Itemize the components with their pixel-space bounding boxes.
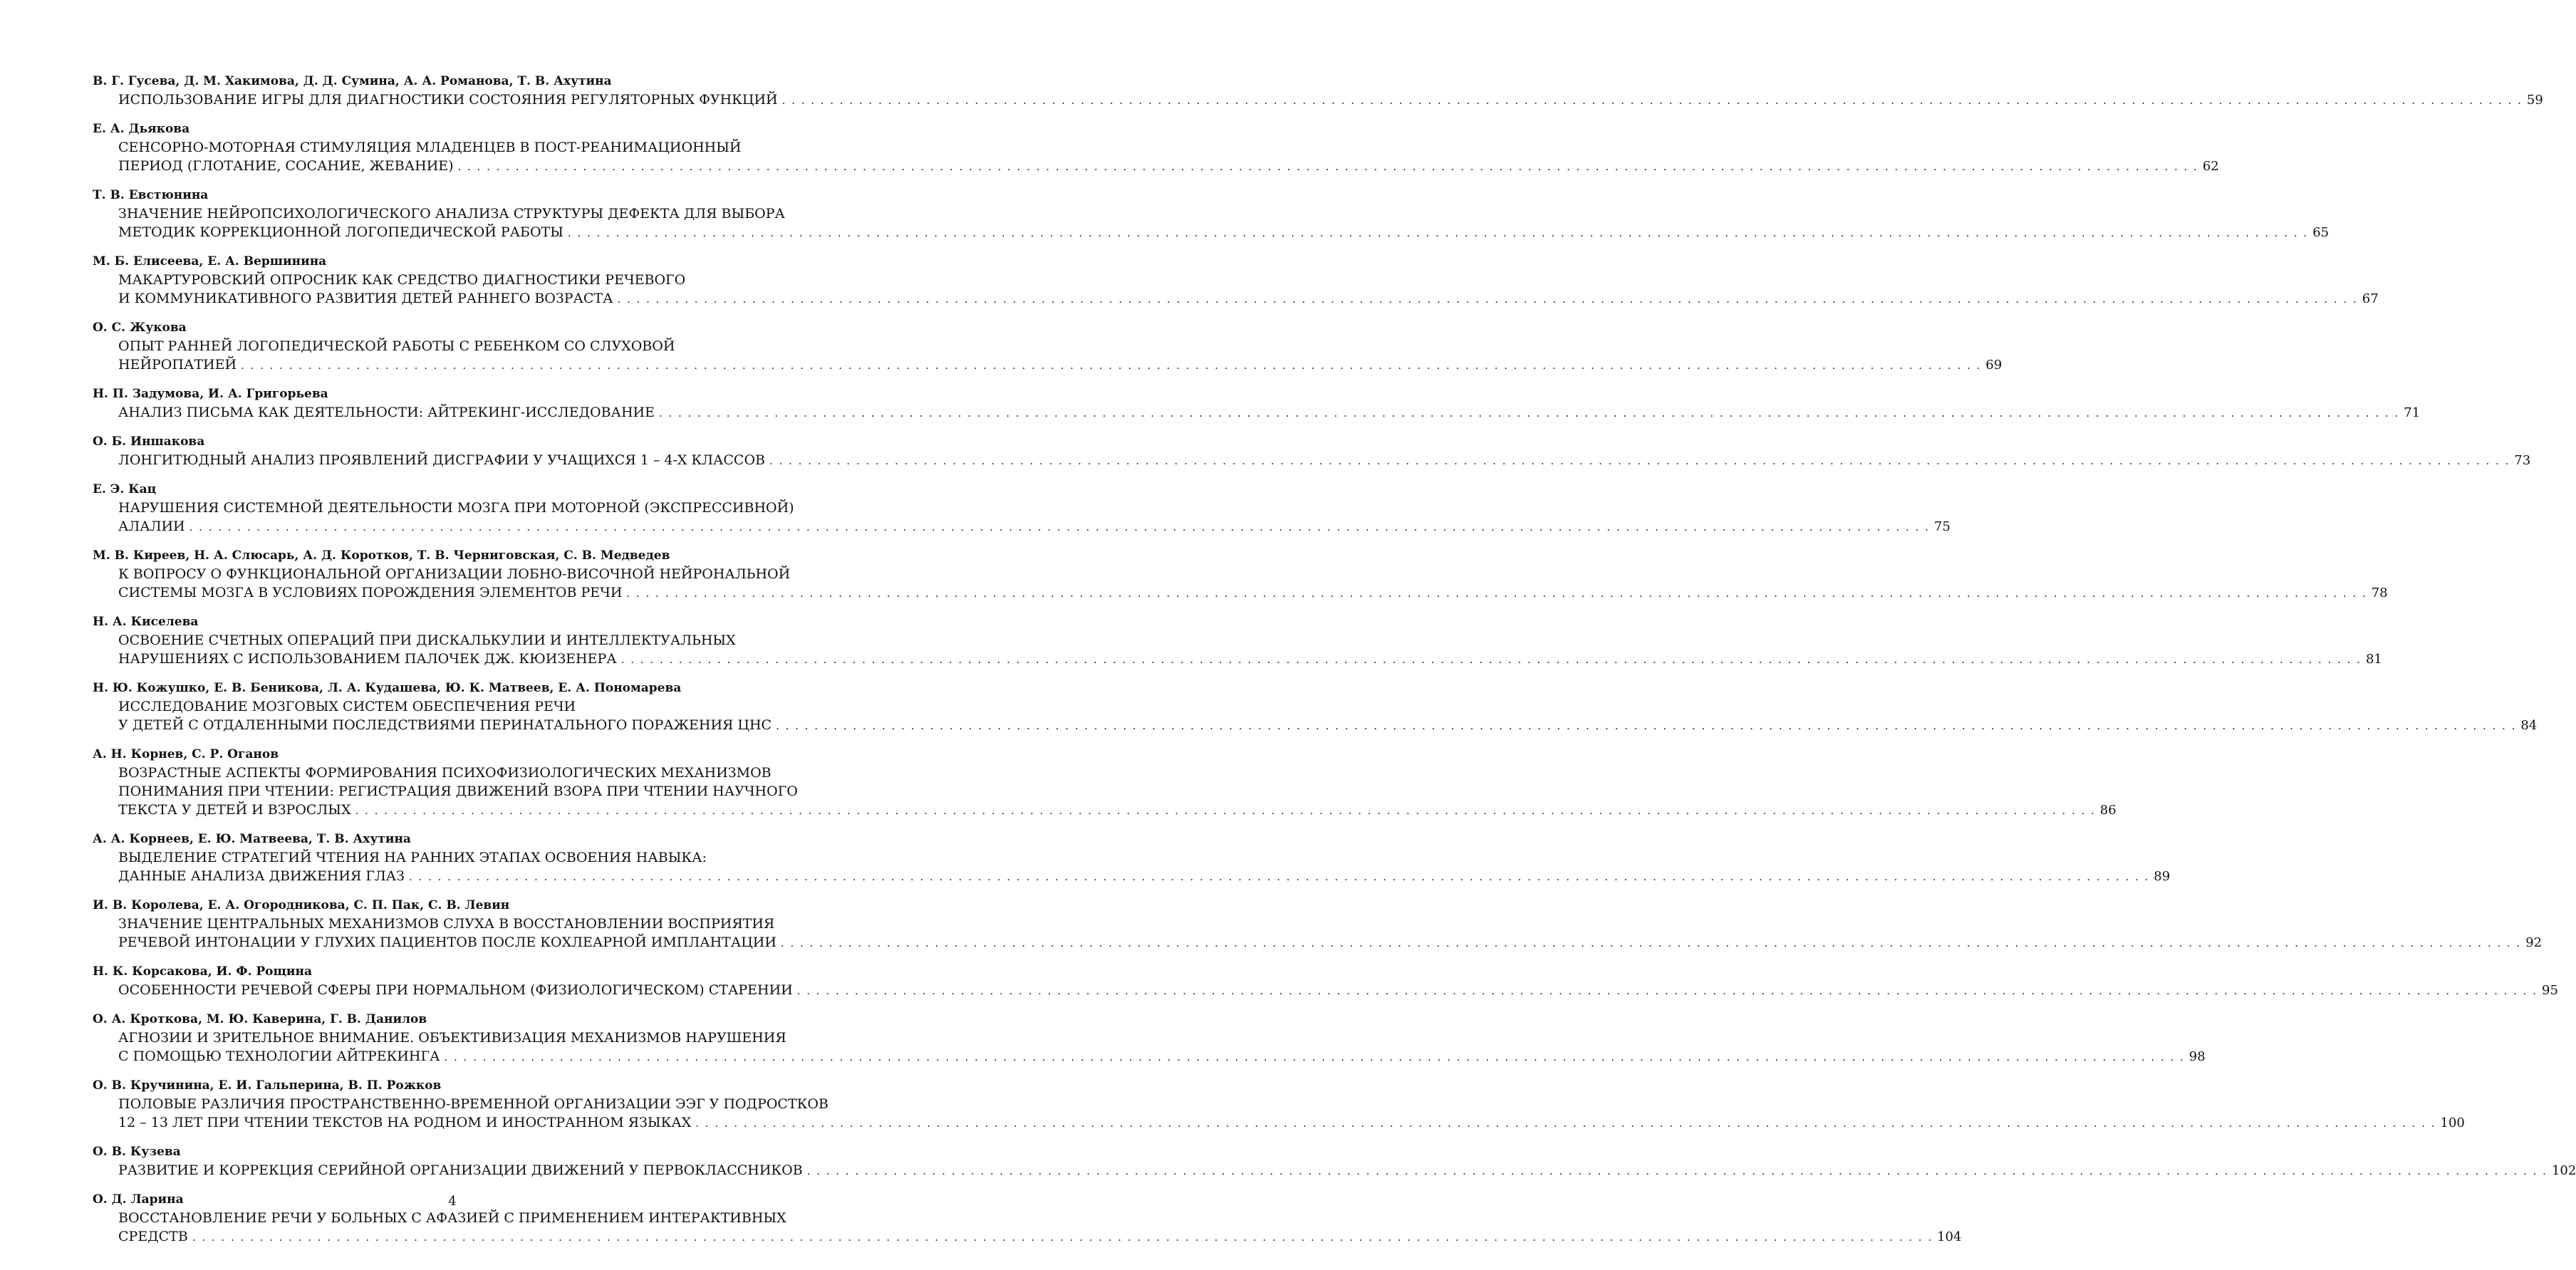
dot-leader — [769, 452, 2510, 470]
toc-title — [118, 565, 2388, 603]
toc-authors: О. В. Кузева — [93, 1145, 181, 1159]
toc-entry[interactable] — [93, 679, 2538, 735]
dot-leader — [807, 1162, 2548, 1180]
toc-page-number[interactable]: 62 — [2202, 159, 2219, 174]
toc-title — [118, 631, 2382, 669]
dot-leader — [409, 868, 2149, 886]
toc-title-last-line — [118, 867, 2171, 886]
toc-page-number[interactable]: 71 — [2404, 405, 2421, 420]
toc-title-line: ПОНИМАНИЯ ПРИ ЧТЕНИИ: РЕГИСТРАЦИЯ ДВИЖЕНИЙ ВЗОРА ПРИ ЧТЕНИИ НАУЧНОГО — [118, 784, 798, 799]
toc-title — [118, 1029, 2206, 1066]
toc-entry[interactable] — [93, 1143, 2576, 1180]
toc-authors: М. В. Киреев, Н. А. Слюсарь, А. Д. Коротков, Т. В. Черниговская, С. В. Медведев — [93, 548, 670, 563]
dot-leader — [241, 356, 1981, 375]
toc-title-line: К ВОПРОСУ О ФУНКЦИОНАЛЬНОЙ ОРГАНИЗАЦИИ ЛОБНО-ВИСОЧНОЙ НЕЙРОНАЛЬНОЙ — [118, 566, 791, 582]
toc-authors: М. Б. Елисеева, Е. А. Вершинина — [93, 254, 327, 269]
toc-title — [118, 764, 2117, 820]
toc-page-number[interactable]: 95 — [2542, 983, 2558, 998]
toc-title-last-line — [118, 801, 2117, 820]
toc-authors: А. А. Корнеев, Е. Ю. Матвеева, Т. В. Ахутина — [93, 832, 411, 846]
toc-entry[interactable] — [93, 120, 2219, 176]
toc-page-number[interactable]: 104 — [1937, 1229, 1962, 1244]
toc-title — [118, 138, 2219, 176]
toc-title-last-line — [118, 355, 2003, 375]
toc-title-last-line — [118, 1161, 2576, 1180]
toc-title-line: АНАЛИЗ ПИСЬМА КАК ДЕЯТЕЛЬНОСТИ: АЙТРЕКИНГ-ИССЛЕДОВАНИЕ — [118, 405, 655, 420]
toc-title-last-line — [118, 1113, 2465, 1133]
toc-page-number[interactable]: 92 — [2525, 935, 2543, 950]
toc-title-line: И КОММУНИКАТИВНОГО РАЗВИТИЯ ДЕТЕЙ РАННЕГО ВОЗРАСТА — [118, 291, 613, 306]
toc-title-line: СРЕДСТВ — [118, 1229, 188, 1244]
toc-page-number[interactable]: 65 — [2312, 225, 2330, 240]
toc-title-line: РЕЧЕВОЙ ИНТОНАЦИИ У ГЛУХИХ ПАЦИЕНТОВ ПОСЛЕ КОХЛЕАРНОЙ ИМПЛАНТАЦИИ — [118, 935, 777, 950]
toc-title-line: НЕЙРОПАТИЕЙ — [118, 357, 237, 373]
dot-leader — [621, 650, 2362, 669]
toc-title — [118, 697, 2538, 735]
toc-entry[interactable] — [93, 962, 2558, 1000]
toc-title-last-line — [118, 517, 1951, 536]
toc-title — [118, 1209, 1962, 1246]
toc-authors: В. Г. Гусева, Д. М. Хакимова, Д. Д. Сумина, А. А. Романова, Т. В. Ахутина — [93, 74, 612, 88]
toc-title-line: НАРУШЕНИЯХ С ИСПОЛЬЗОВАНИЕМ ПАЛОЧЕК ДЖ. КЮИЗЕНЕРА — [118, 651, 617, 667]
toc-page-number[interactable]: 89 — [2154, 869, 2171, 884]
toc-page-number[interactable]: 84 — [2520, 718, 2538, 733]
toc-title-last-line — [118, 451, 2531, 470]
toc-page-number[interactable]: 100 — [2440, 1115, 2465, 1130]
dot-leader — [192, 1228, 1933, 1246]
toc-title-line: ОСВОЕНИЕ СЧЕТНЫХ ОПЕРАЦИЙ ПРИ ДИСКАЛЬКУЛИИ И ИНТЕЛЛЕКТУАЛЬНЫХ — [118, 633, 736, 648]
toc-title-line: ДАННЫЕ АНАЛИЗА ДВИЖЕНИЯ ГЛАЗ — [118, 868, 405, 884]
toc-authors: А. Н. Корнев, С. Р. Оганов — [93, 747, 279, 761]
toc-page-number[interactable]: 67 — [2362, 291, 2379, 306]
toc-entry[interactable] — [93, 480, 1951, 536]
dot-leader — [355, 801, 2096, 820]
toc-title-last-line — [118, 289, 2379, 308]
toc-title-line: АГНОЗИИ И ЗРИТЕЛЬНОЕ ВНИМАНИЕ. ОБЪЕКТИВИЗАЦИЯ МЕХАНИЗМОВ НАРУШЕНИЯ — [118, 1030, 786, 1046]
toc-entry[interactable] — [93, 186, 2330, 242]
toc-title-line: ОСОБЕННОСТИ РЕЧЕВОЙ СФЕРЫ ПРИ НОРМАЛЬНОМ (ФИЗИОЛОГИЧЕСКОМ) СТАРЕНИИ — [118, 982, 793, 998]
toc-title-last-line — [118, 650, 2382, 669]
page-number: 4 — [448, 1194, 457, 1209]
toc-title — [118, 848, 2171, 886]
toc-entry[interactable] — [93, 318, 2003, 375]
toc-title — [118, 451, 2531, 470]
toc-title-last-line — [118, 1227, 1962, 1246]
toc-authors: О. А. Кроткова, М. Ю. Каверина, Г. В. Данилов — [93, 1012, 427, 1026]
dot-leader — [781, 934, 2521, 952]
toc-title-line: У ДЕТЕЙ С ОТДАЛЕННЫМИ ПОСЛЕДСТВИЯМИ ПЕРИНАТАЛЬНОГО ПОРАЖЕНИЯ ЦНС — [118, 717, 772, 733]
toc-title-line: ЗНАЧЕНИЕ НЕЙРОПСИХОЛОГИЧЕСКОГО АНАЛИЗА СТРУКТУРЫ ДЕФЕКТА ДЛЯ ВЫБОРА — [118, 206, 785, 222]
toc-entry[interactable] — [93, 432, 2531, 470]
toc-page-number[interactable]: 69 — [1985, 358, 2003, 373]
toc-entry[interactable] — [93, 745, 2117, 820]
toc-title-line: ВОССТАНОВЛЕНИЕ РЕЧИ У БОЛЬНЫХ С АФАЗИЕЙ С ПРИМЕНЕНИЕМ ИНТЕРАКТИВНЫХ — [118, 1210, 786, 1226]
toc-title-line: ВОЗРАСТНЫЕ АСПЕКТЫ ФОРМИРОВАНИЯ ПСИХОФИЗИОЛОГИЧЕСКИХ МЕХАНИЗМОВ — [118, 765, 772, 781]
toc-entry[interactable] — [93, 385, 2421, 422]
toc-page-number[interactable]: 102 — [2551, 1163, 2576, 1178]
toc-title-line: МАКАРТУРОВСКИЙ ОПРОСНИК КАК СРЕДСТВО ДИАГНОСТИКИ РЕЧЕВОГО — [118, 272, 686, 288]
toc-title-line: СЕНСОРНО-МОТОРНАЯ СТИМУЛЯЦИЯ МЛАДЕНЦЕВ В ПОСТ-РЕАНИМАЦИОННЫЙ — [118, 140, 742, 155]
toc-title-line: ЗНАЧЕНИЕ ЦЕНТРАЛЬНЫХ МЕХАНИЗМОВ СЛУХА В ВОССТАНОВЛЕНИИ ВОСПРИЯТИЯ — [118, 916, 775, 932]
toc-entry[interactable] — [93, 252, 2379, 308]
toc-entry[interactable] — [93, 830, 2171, 886]
toc-title-line: РАЗВИТИЕ И КОРРЕКЦИЯ СЕРИЙНОЙ ОРГАНИЗАЦИИ ДВИЖЕНИЙ У ПЕРВОКЛАССНИКОВ — [118, 1162, 803, 1178]
toc-authors: О. В. Кручинина, Е. И. Гальперина, В. П. Рожков — [93, 1078, 442, 1093]
dot-leader — [568, 224, 2308, 242]
toc-title — [118, 981, 2558, 1000]
toc-authors: Е. А. Дьякова — [93, 122, 190, 136]
toc-page-number[interactable]: 75 — [1933, 519, 1951, 534]
toc-authors: Н. К. Корсакова, И. Ф. Рощина — [93, 964, 312, 979]
toc-title-line: ОПЫТ РАННЕЙ ЛОГОПЕДИЧЕСКОЙ РАБОТЫ С РЕБЕНКОМ СО СЛУХОВОЙ — [118, 338, 675, 354]
toc-title — [118, 403, 2421, 422]
toc-entry[interactable] — [93, 72, 2543, 110]
toc-page-number[interactable]: 78 — [2371, 585, 2388, 600]
toc-title-line: СИСТЕМЫ МОЗГА В УСЛОВИЯХ ПОРОЖДЕНИЯ ЭЛЕМЕНТОВ РЕЧИ — [118, 585, 623, 600]
toc-title — [118, 1095, 2465, 1133]
toc-page-number[interactable]: 98 — [2188, 1049, 2206, 1064]
toc-authors: Н. Ю. Кожушко, Е. В. Беникова, Л. А. Кудашева, Ю. К. Матвеев, Е. А. Пономарева — [93, 681, 682, 695]
toc-title — [118, 915, 2543, 952]
toc-entry[interactable] — [93, 613, 2382, 669]
toc-authors: О. Б. Иншакова — [93, 434, 205, 449]
toc-title — [118, 90, 2543, 110]
toc-title-last-line — [118, 403, 2421, 422]
dot-leader — [444, 1048, 2184, 1066]
toc-title-line: ИССЛЕДОВАНИЕ МОЗГОВЫХ СИСТЕМ ОБЕСПЕЧЕНИЯ РЕЧИ — [118, 699, 576, 714]
toc-title-line: АЛАЛИИ — [118, 519, 185, 534]
toc-title-last-line — [118, 157, 2219, 176]
toc-title-last-line — [118, 223, 2330, 242]
toc-title-last-line — [118, 933, 2543, 952]
toc-title-line: 12 – 13 ЛЕТ ПРИ ЧТЕНИИ ТЕКСТОВ НА РОДНОМ И ИНОСТРАННОМ ЯЗЫКАХ — [118, 1115, 692, 1130]
toc-title — [118, 499, 1951, 536]
toc-authors: Т. В. Евстюнина — [93, 188, 209, 202]
toc-authors: Е. Э. Кац — [93, 482, 157, 496]
toc-title — [118, 1161, 2576, 1180]
dot-leader — [695, 1114, 2436, 1133]
toc-title — [118, 271, 2379, 308]
dot-leader — [776, 717, 2516, 735]
dot-leader — [659, 404, 2399, 422]
toc-title-line: ПОЛОВЫЕ РАЗЛИЧИЯ ПРОСТРАНСТВЕННО-ВРЕМЕННОЙ ОРГАНИЗАЦИИ ЭЭГ У ПОДРОСТКОВ — [118, 1096, 829, 1112]
toc-entry[interactable] — [93, 896, 2543, 952]
dot-leader — [626, 584, 2367, 603]
toc-title-line: ЛОНГИТЮДНЫЙ АНАЛИЗ ПРОЯВЛЕНИЙ ДИСГРАФИИ У УЧАЩИХСЯ 1 – 4-Х КЛАССОВ — [118, 452, 766, 468]
toc-title-last-line — [118, 716, 2538, 735]
toc-authors: О. Д. Ларина — [93, 1192, 184, 1207]
toc-authors: О. С. Жукова — [93, 321, 187, 335]
toc-title-line: ТЕКСТА У ДЕТЕЙ И ВЗРОСЛЫХ — [118, 802, 351, 818]
toc-page-number[interactable]: 86 — [2099, 803, 2117, 818]
toc-entry[interactable] — [93, 1076, 2465, 1133]
toc-page-number[interactable]: 73 — [2514, 453, 2531, 468]
dot-leader — [458, 157, 2198, 176]
toc-title-line: НАРУШЕНИЯ СИСТЕМНОЙ ДЕЯТЕЛЬНОСТИ МОЗГА ПРИ МОТОРНОЙ (ЭКСПРЕССИВНОЙ) — [118, 500, 794, 516]
toc-title-last-line — [118, 90, 2543, 110]
toc-title-last-line — [118, 583, 2388, 603]
toc-title-line: ПЕРИОД (ГЛОТАНИЕ, СОСАНИЕ, ЖЕВАНИЕ) — [118, 158, 454, 174]
toc-entry[interactable] — [93, 546, 2388, 603]
toc-title — [118, 204, 2330, 242]
toc-page-number[interactable]: 81 — [2365, 652, 2382, 667]
toc-title — [118, 337, 2003, 375]
toc-title-line: С ПОМОЩЬЮ ТЕХНОЛОГИИ АЙТРЕКИНГА — [118, 1048, 440, 1064]
table-of-contents — [93, 72, 2576, 1256]
toc-page-number[interactable]: 59 — [2526, 93, 2543, 108]
dot-leader — [189, 518, 1930, 536]
toc-title-line: ИСПОЛЬЗОВАНИЕ ИГРЫ ДЛЯ ДИАГНОСТИКИ СОСТОЯНИЯ РЕГУЛЯТОРНЫХ ФУНКЦИЙ — [118, 92, 778, 108]
dot-leader — [782, 91, 2523, 110]
dot-leader — [617, 290, 2357, 308]
toc-title-line: ВЫДЕЛЕНИЕ СТРАТЕГИЙ ЧТЕНИЯ НА РАННИХ ЭТАПАХ ОСВОЕНИЯ НАВЫКА: — [118, 850, 707, 865]
toc-authors: Н. А. Киселева — [93, 615, 199, 629]
dot-leader — [797, 982, 2538, 1000]
toc-entry[interactable] — [93, 1010, 2206, 1066]
toc-title-line: МЕТОДИК КОРРЕКЦИОННОЙ ЛОГОПЕДИЧЕСКОЙ РАБОТЫ — [118, 224, 564, 240]
toc-title-last-line — [118, 1047, 2206, 1066]
toc-authors: Н. П. Задумова, И. А. Григорьева — [93, 387, 328, 401]
toc-authors: И. В. Королева, Е. А. Огородникова, С. П. Пак, С. В. Левин — [93, 898, 510, 912]
toc-title-last-line — [118, 981, 2558, 1000]
